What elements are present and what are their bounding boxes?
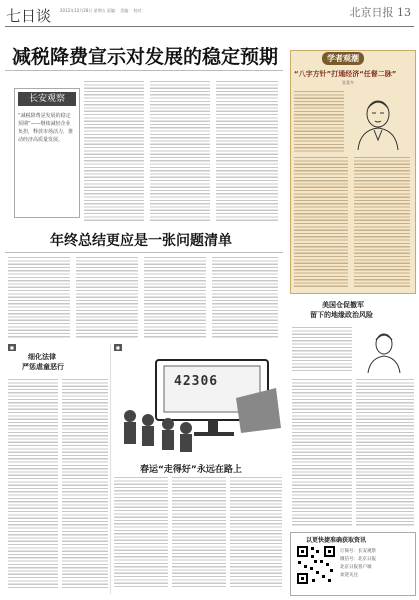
article-column — [8, 256, 70, 338]
article-column — [216, 80, 278, 222]
cartoon-illustration — [116, 358, 286, 458]
us-headline-line2: 留下的地缘政治风险 — [310, 311, 373, 319]
scholar-badge: 学者观潮 — [322, 52, 364, 65]
main-headline: 减税降费宣示对发展的稳定预期 — [12, 46, 279, 68]
portrait-sketch — [350, 94, 406, 152]
article-column — [356, 378, 414, 526]
qr-line: 欢迎关注 — [340, 573, 358, 578]
scholar-headline: “八字方针”打通经济“任督二脉” — [294, 70, 397, 78]
article-column — [114, 476, 168, 588]
page-label: 北京日报 13 — [349, 6, 411, 19]
qr-line: 微信号：北京日报 — [340, 557, 376, 562]
left-headline-line2: 严惩虐童恶行 — [22, 363, 64, 371]
section-stamp: ■ — [116, 345, 120, 350]
column-tag: 长安观察 — [18, 92, 76, 106]
qr-line: 北京日报客户端 — [340, 565, 372, 570]
us-headline-line1: 美国仓促撤军 — [322, 301, 364, 309]
issue-meta: 2012年12月28日 星期五 责编： 美编： 校对： — [60, 8, 146, 13]
article-column — [212, 256, 278, 338]
scholar-byline: 宣喜多 — [342, 80, 354, 85]
section-stamp: ■ — [10, 345, 14, 350]
article-column — [292, 326, 352, 372]
cartoon-number: 42306 — [174, 374, 219, 389]
article-column — [62, 378, 108, 590]
headline-rule — [5, 70, 283, 71]
article-column — [172, 476, 226, 588]
qr-line: 订阅号：长安观察 — [340, 549, 376, 554]
divider — [5, 252, 283, 253]
portrait-sketch-2 — [362, 330, 406, 374]
column-separator — [110, 344, 111, 594]
cartoon-headline: 春运“走得好”永远在路上 — [140, 465, 242, 475]
article-column — [294, 90, 344, 152]
article-column — [144, 256, 206, 338]
article-column — [294, 156, 348, 288]
article-column — [354, 156, 410, 288]
article-column — [292, 378, 352, 526]
article-column — [84, 80, 144, 222]
qr-code[interactable] — [296, 545, 336, 585]
qr-title: 以更快捷准确获取资讯 — [306, 537, 367, 544]
left-headline-line1: 细化法律 — [28, 353, 56, 361]
article-column — [150, 80, 210, 222]
article-column — [76, 256, 138, 338]
header-rule — [5, 26, 414, 27]
column-caption: “减税降费是发展的稳定预期”——继续减轻企业负担，释放市场活力，推动经济高质量发展。 — [18, 113, 74, 143]
section-title: 七日谈 — [6, 7, 52, 25]
article-column — [8, 378, 58, 590]
second-headline: 年终总结更应是一张问题清单 — [50, 233, 232, 249]
article-column — [230, 476, 282, 588]
